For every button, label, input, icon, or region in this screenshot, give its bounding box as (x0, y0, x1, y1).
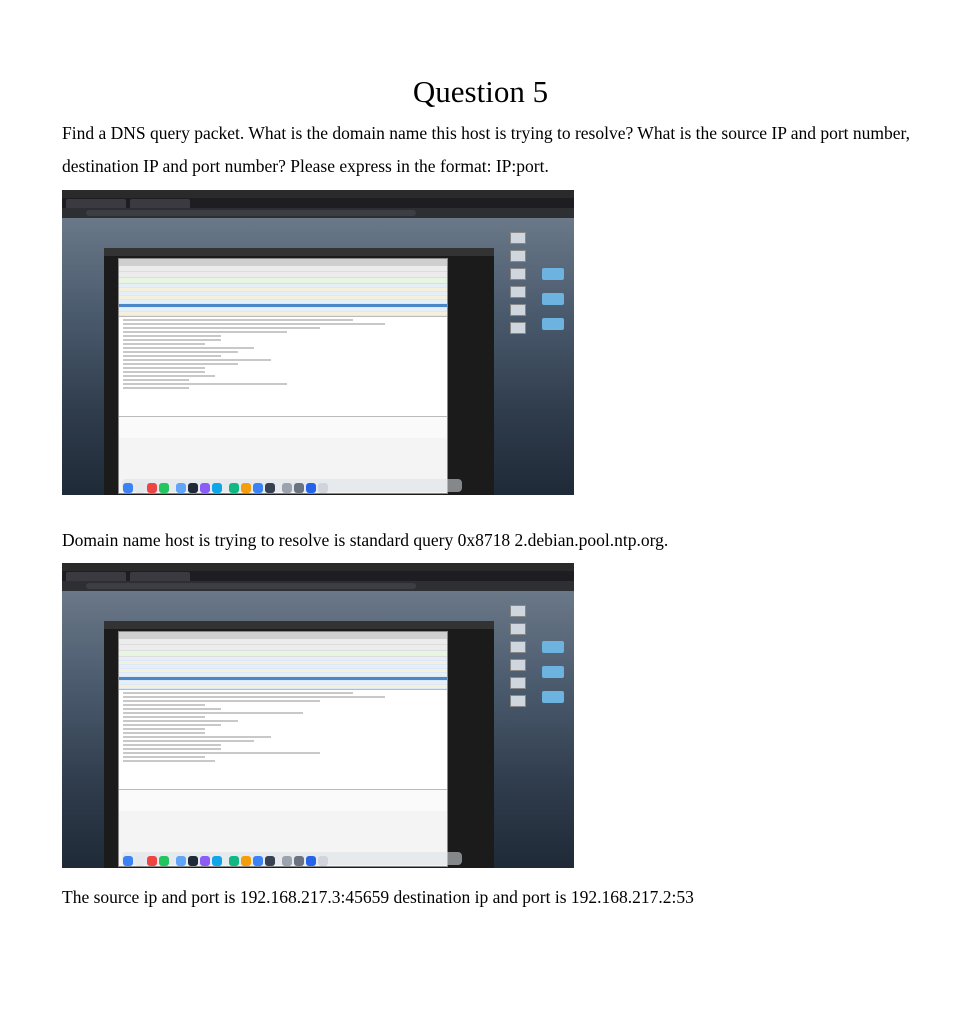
hex-pane (119, 789, 447, 811)
hex-pane (119, 416, 447, 438)
menu-bar (62, 563, 574, 571)
virtual-machine-window (104, 621, 494, 868)
answer-ports: The source ip and port is 192.168.217.3:45659 destination ip and port is 192.168.217.2:53 (62, 887, 694, 907)
wireshark-window (118, 631, 448, 867)
dock (122, 852, 462, 865)
question-text: Find a DNS query packet. What is the domain name this host is trying to resolve? What is the source IP and port number, destination IP and port number? Please express in the format: IP:port. (62, 123, 911, 176)
dock (122, 479, 462, 492)
desktop-background (62, 218, 574, 495)
browser-tabs (62, 571, 574, 581)
answer-domain: Domain name host is trying to resolve is standard query 0x8718 2.debian.pool.ntp.org. (62, 530, 669, 550)
wireshark-window (118, 258, 448, 494)
desktop-background (62, 591, 574, 868)
address-bar (62, 581, 574, 591)
packet-details-pane (119, 689, 447, 789)
browser-tabs (62, 198, 574, 208)
virtual-machine-window (104, 248, 494, 495)
question-title: Question 5 (412, 74, 549, 109)
wireshark-screenshot-1 (62, 190, 574, 495)
menu-bar (62, 190, 574, 198)
packet-details-pane (119, 316, 447, 416)
address-bar (62, 208, 574, 218)
wireshark-screenshot-2 (62, 563, 574, 868)
